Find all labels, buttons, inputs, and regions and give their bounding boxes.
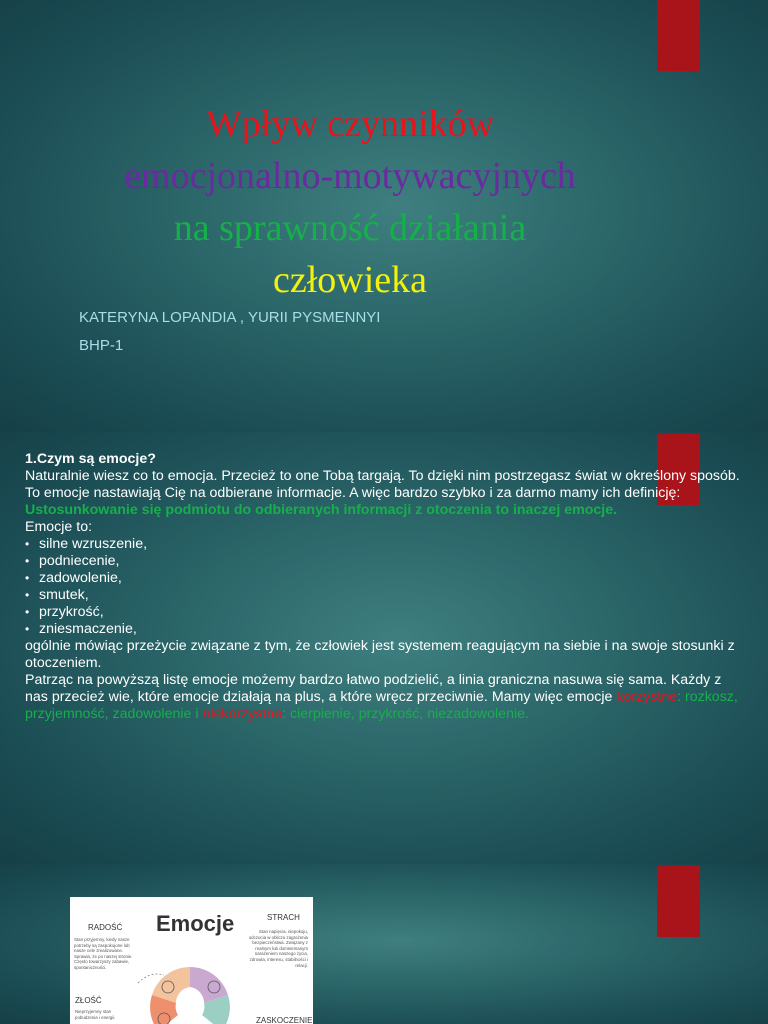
negative-list: cierpienie, przykrość, niezadowolenie. <box>290 706 529 722</box>
section-heading: 1.Czym są emocje? <box>25 451 156 467</box>
colon-1: : <box>677 689 685 705</box>
list-item: • smutek, <box>25 587 745 604</box>
label-surprise: ZASKOCZENIE <box>256 1016 313 1024</box>
label-fear: STRACH <box>267 913 300 922</box>
list-item: • zadowolenie, <box>25 570 745 587</box>
paragraph-summary: ogólnie mówiąc przeżycie związane z tym, że człowiek jest systemem reagującym na siebie i na swoje stosunki z otoczeniem. <box>25 638 735 671</box>
definition-text: Ustosunkowanie się podmiotu do odbieranych informacji z otoczenia to inaczej emocje. <box>25 502 618 518</box>
emotion-wheel-illustration <box>130 957 250 1024</box>
title-line-4: człowieka <box>272 259 428 301</box>
negative-label: niekorzystne <box>202 706 283 722</box>
label-joy: RADOŚĆ <box>88 923 123 932</box>
title-line-1: Wpływ czynników <box>205 103 495 145</box>
colon-2: : <box>282 706 290 722</box>
division-text: Patrząc na powyższą listę emocje możemy bardzo łatwo podzielić, a linia graniczna nasuwa się sama. Każdy z nas przecież wie, które emocje działają na plus, a które wręcz przeciwnie. Mamy więc emocje <box>25 672 722 705</box>
title-slide <box>0 0 768 432</box>
content-slide <box>0 432 768 864</box>
group-code: BHP-1 <box>79 337 124 354</box>
authors: KATERYNA LOPANDIA , YURII PYSMENNYI <box>79 309 381 326</box>
red-tab-decoration <box>657 0 700 71</box>
list-item: • podniecenie, <box>25 553 745 570</box>
paragraph-division <box>25 672 745 723</box>
positive-list: rozkosz, przyjemność, zadowolenie <box>25 689 738 722</box>
title-line-3: na sprawność działania <box>173 207 527 249</box>
positive-label: korzystne <box>616 689 678 705</box>
emotions-infographic <box>70 897 313 1024</box>
infographic-title: Emocje <box>156 911 235 936</box>
list-item: • przykrość, <box>25 604 745 621</box>
label-anger: ZŁOŚĆ <box>75 996 102 1005</box>
paragraph-intro: Naturalnie wiesz co to emocja. Przecież to one Tobą targają. To dzięki nim postrzegasz świat w określony sposób. To emocje nastawiają Cię na odbierane informacje. A więc bardzo szybko i za darmo mamy ich definicję: <box>25 468 740 501</box>
text-anger: Nieprzyjemny stan pobudzenia i energii. <box>75 1009 116 1020</box>
red-tab-decoration <box>657 866 700 937</box>
slide-title <box>60 98 640 306</box>
slide-subtitle <box>79 304 380 360</box>
infographic-slide <box>0 864 768 1024</box>
slide-body <box>25 451 745 723</box>
title-line-2: emocjonalno-motywacyjnych <box>124 155 576 197</box>
wheel-center <box>176 989 204 1017</box>
list-intro: Emocje to: <box>25 519 93 535</box>
conjunction: i <box>191 706 203 722</box>
emotions-list <box>25 536 745 638</box>
text-joy: Stan przyjemny, kiedy nasze potrzeby są zaspokojone lub nasze cele zrealizowane. Sprawia, że po naszej stronie. Często towarzyszy zabawie, spontaniczności. <box>74 937 133 970</box>
list-item: • zniesmaczenie, <box>25 621 745 638</box>
text-fear: Stan napięcia, niepokoju, odczucia w obliczu zagrożenia bezpieczeństwa. Związany z realnym lub domniemanym narażeniem naszego życia, zdrowia, interesu, stabilności i relacji. <box>248 929 308 968</box>
list-item: • silne wzruszenie, <box>25 536 745 553</box>
